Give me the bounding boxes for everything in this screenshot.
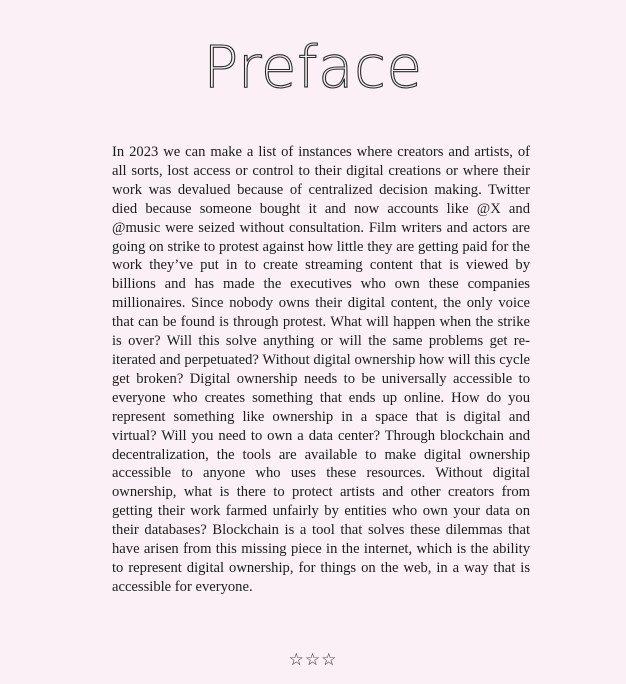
section-break-stars: ☆☆☆ [288, 650, 338, 670]
page-title: Preface [203, 33, 423, 101]
preface-body [112, 143, 530, 597]
preface-paragraph: In 2023 we can make a list of instances where creators and artists, of all sorts, lost access or control to their digital creations or where their work was devalued because of centralized decision making. Twitter died because someone bought it and now accounts like @X and @music were seized without consultation. Film writers and actors are going on strike to protest against how little they are getting paid for the work they’ve put in to create streaming content that is viewed by billions and has made the executives who own these companies millionaires. Since nobody owns their digital content, the only voice that can be found is through protest. What will happen when the strike is over? Will this solve anything or will the same problems get re-iterated and perpetuated? Without digital ownership how will this cycle get broken? Digital ownership needs to be universally accessible to everyone who creates something that ends up online. How do you represent something like ownership in a space that is digital and virtual? Will you need to own a data center? Through blockchain and decentralization, the tools are available to make digital ownership accessible to anyone who uses these resources. Without digital ownership, what is there to protect artists and other creators from getting their work farmed unfairly by entities who own your data on their databases? Blockchain is a tool that solves these dilemmas that have arisen from this missing piece in the internet, which is the ability to represent digital ownership, for things on the web, in a way that is accessible for everyone. [112, 144, 530, 595]
